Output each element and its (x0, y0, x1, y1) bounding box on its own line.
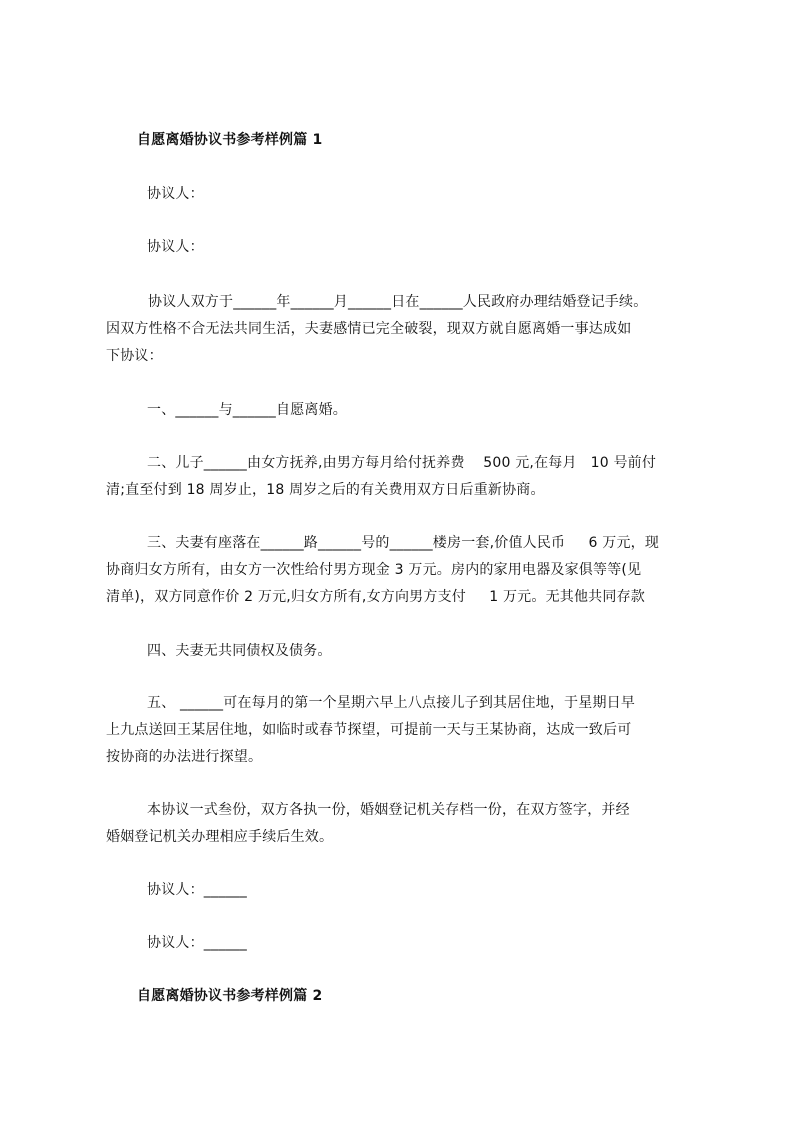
clause-5-line-2: 上九点送回王某居住地，如临时或春节探望，可提前一天与王某协商，达成一致后可 (106, 722, 632, 738)
party-line-1: 协议人： (147, 186, 204, 202)
clause-4: 四、夫妻无共同债权及债务。 (147, 643, 332, 659)
party-line-2: 协议人： (147, 239, 204, 255)
closing-line-1: 本协议一式叁份，双方各执一份，婚姻登记机关存档一份，在双方签字，并经 (147, 802, 630, 818)
clause-3-line-1: 三、夫妻有座落在______路______号的______楼房一套,价值人民币 6 万元，现 (147, 535, 660, 551)
section-heading-2: 自愿离婚协议书参考样例篇 2 (137, 988, 323, 1004)
clause-2-line-1: 二、儿子______由女方抚养,由男方每月给付抚养费 500 元,在每月 10 号前付 (147, 455, 657, 471)
intro-line-2: 因双方性格不合无法共同生活，夫妻感情已完全破裂，现双方就自愿离婚一事达成如 (106, 321, 632, 337)
clause-3-line-3: 清单)，双方同意作价 2 万元,归女方所有,女方向男方支付 1 万元。无其他共同存款 (106, 589, 645, 605)
signature-line-2: 协议人：______ (147, 935, 247, 951)
clause-5-line-3: 按协商的办法进行探望。 (106, 749, 263, 765)
clause-3-line-2: 协商归女方所有，由女方一次性给付男方现金 3 万元。房内的家用电器及家俱等等(见 (106, 562, 642, 578)
intro-line-3: 下协议： (106, 348, 163, 364)
signature-line-1: 协议人：______ (147, 882, 247, 898)
closing-line-2: 婚姻登记机关办理相应手续后生效。 (106, 829, 334, 845)
intro-line-1: 协议人双方于______年______月______日在______人民政府办理结婚登记手续。 (148, 294, 648, 310)
clause-1: 一、______与______自愿离婚。 (147, 402, 347, 418)
section-heading-1: 自愿离婚协议书参考样例篇 1 (137, 132, 323, 148)
clause-2-line-2: 清;直至付到 18 周岁止，18 周岁之后的有关费用双方日后重新协商。 (106, 482, 545, 498)
clause-5-line-1: 五、 ______可在每月的第一个星期六早上八点接儿子到其居住地，于星期日早 (147, 695, 636, 711)
